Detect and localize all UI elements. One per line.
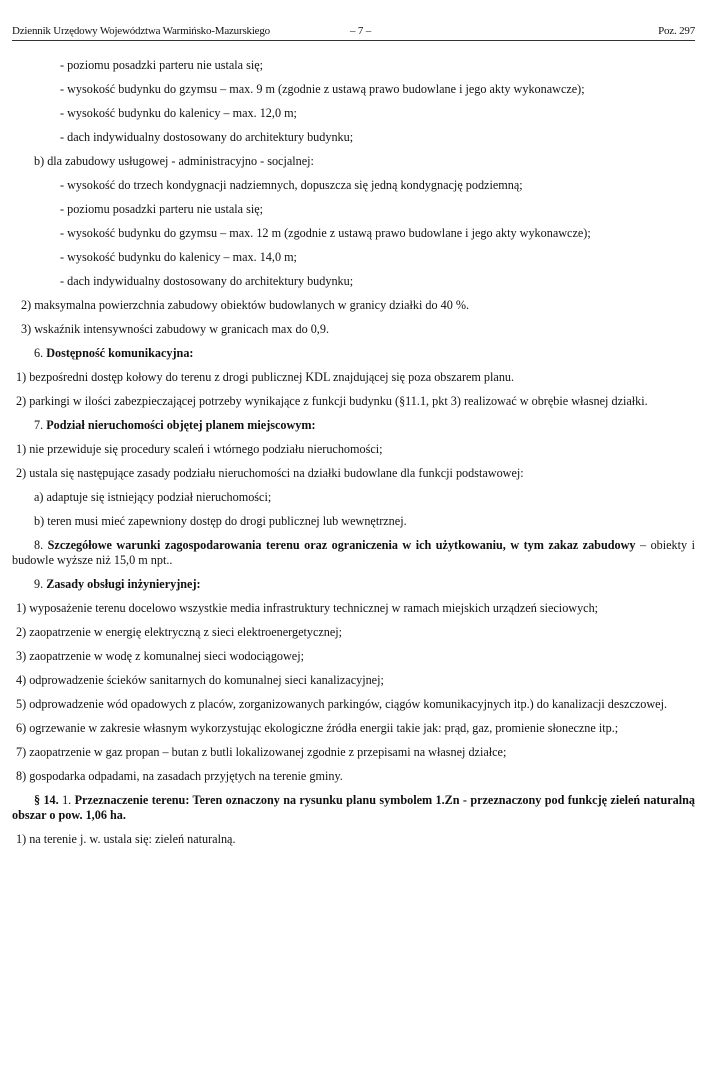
section-title: Zasady obsługi inżynieryjnej: bbox=[46, 577, 201, 591]
section-number: 8. bbox=[34, 538, 44, 552]
page-header bbox=[12, 25, 695, 39]
list-item: 1) nie przewiduje się procedury scaleń i wtórnego podziału nieruchomości; bbox=[16, 442, 383, 456]
section-title: Podział nieruchomości objętej planem miejscowym: bbox=[46, 418, 316, 432]
list-item: 1) na terenie j. w. ustala się: zieleń naturalną. bbox=[16, 832, 236, 846]
list-item: 1) bezpośredni dostęp kołowy do terenu z drogi publicznej KDL znajdującej się poza obszarem planu. bbox=[16, 370, 515, 384]
list-item: b) dla zabudowy usługowej - administracyjno - socjalnej: bbox=[34, 154, 314, 168]
list-item: 8) gospodarka odpadami, na zasadach przyjętych na terenie gminy. bbox=[16, 769, 343, 783]
list-item: 1) wyposażenie terenu docelowo wszystkie media infrastruktury technicznej w ramach miejskich urządzeń sieciowych; bbox=[16, 601, 599, 615]
list-item: 3) wskaźnik intensywności zabudowy w granicach max do 0,9. bbox=[21, 322, 329, 336]
section-number: 9. bbox=[34, 577, 44, 591]
paragraph-number: § 14. bbox=[34, 793, 59, 807]
list-item: - poziomu posadzki parteru nie ustala się; bbox=[60, 58, 264, 72]
list-item: - dach indywidualny dostosowany do architektury budynku; bbox=[60, 130, 354, 144]
list-item: 3) zaopatrzenie w wodę z komunalnej sieci wodociągowej; bbox=[16, 649, 304, 663]
list-item: 2) parkingi w ilości zabezpieczającej potrzeby wynikające z funkcji budynku (§11.1, pkt 3) realizować w obrębie własnej działki. bbox=[16, 394, 648, 408]
paragraph-heading bbox=[12, 793, 695, 823]
section-heading bbox=[12, 577, 695, 592]
section-heading bbox=[12, 538, 695, 568]
section-number: 6. bbox=[34, 346, 44, 360]
section-title: Przeznaczenie terenu: Teren oznaczony na rysunku planu symbolem 1.Zn - przeznaczony pod funkcję zieleń naturalną obszar o pow. 1,06 ha. bbox=[12, 793, 696, 822]
list-item: 7) zaopatrzenie w gaz propan – butan z butli lokalizowanej zgodnie z przepisami na własnej działce; bbox=[16, 745, 507, 759]
list-item: a) adaptuje się istniejący podział nieruchomości; bbox=[34, 490, 272, 504]
section-title: Szczegółowe warunki zagospodarowania terenu oraz ograniczenia w ich użytkowaniu, w tym zakaz zabudowy bbox=[47, 538, 636, 552]
list-item: - wysokość do trzech kondygnacji nadziemnych, dopuszcza się jedną kondygnację podziemną; bbox=[60, 178, 523, 192]
section-heading bbox=[12, 346, 695, 361]
section-number: 1. bbox=[58, 793, 75, 807]
list-item: - wysokość budynku do kalenicy – max. 12,0 m; bbox=[60, 106, 297, 120]
list-item: - dach indywidualny dostosowany do architektury budynku; bbox=[60, 274, 354, 288]
list-item: 2) ustala się następujące zasady podziału nieruchomości na działki budowlane dla funkcji podstawowej: bbox=[16, 466, 524, 480]
list-item: b) teren musi mieć zapewniony dostęp do drogi publicznej lub wewnętrznej. bbox=[34, 514, 407, 528]
document-body bbox=[12, 58, 695, 847]
list-item: 6) ogrzewanie w zakresie własnym wykorzystując ekologiczne źródła energii takie jak: prąd, gaz, promienie słoneczne itp.; bbox=[16, 721, 619, 735]
list-item: - wysokość budynku do kalenicy – max. 14,0 m; bbox=[60, 250, 297, 264]
list-item: - wysokość budynku do gzymsu – max. 12 m (zgodnie z ustawą prawo budowlane i jego akty wykonawcze); bbox=[60, 226, 591, 240]
section-number: 7. bbox=[34, 418, 44, 432]
section-text: – obiekty i budowle wyższe niż 15,0 m npt.. bbox=[12, 538, 695, 567]
position-number: Poz. 297 bbox=[658, 25, 695, 37]
list-item: 2) maksymalna powierzchnia zabudowy obiektów budowlanych w granicy działki do 40 %. bbox=[21, 298, 470, 312]
list-item: 4) odprowadzenie ścieków sanitarnych do komunalnej sieci kanalizacyjnej; bbox=[16, 673, 384, 687]
journal-title: Dziennik Urzędowy Województwa Warmińsko-Mazurskiego bbox=[12, 25, 270, 37]
list-item: 2) zaopatrzenie w energię elektryczną z sieci elektroenergetycznej; bbox=[16, 625, 343, 639]
section-heading bbox=[12, 418, 695, 433]
section-title: Dostępność komunikacyjna: bbox=[46, 346, 194, 360]
page-number: – 7 – bbox=[350, 25, 372, 37]
list-item: - wysokość budynku do gzymsu – max. 9 m (zgodnie z ustawą prawo budowlane i jego akty wykonawcze); bbox=[60, 82, 585, 96]
header-divider bbox=[12, 40, 695, 41]
list-item: 5) odprowadzenie wód opadowych z placów, zorganizowanych parkingów, ciągów komunikacyjnych itp.) do kanalizacji deszczowej. bbox=[16, 697, 668, 711]
list-item: - poziomu posadzki parteru nie ustala się; bbox=[60, 202, 264, 216]
